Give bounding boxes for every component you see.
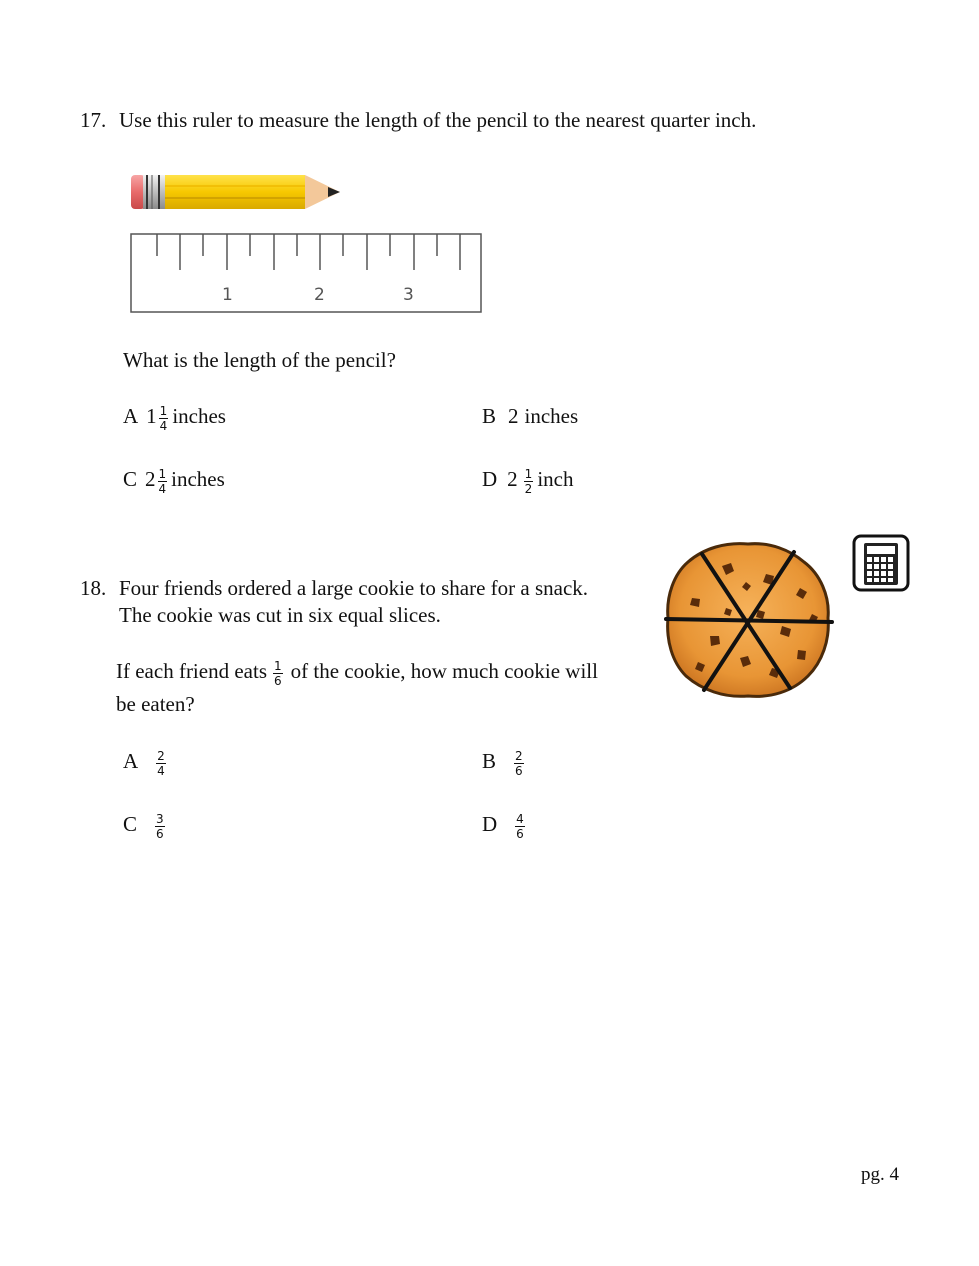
page-number: pg. 4	[861, 1164, 899, 1185]
q17-choice-d[interactable]	[482, 467, 573, 495]
ruler-label-3: 3	[403, 285, 414, 305]
question-18-line1: Four friends ordered a large cookie to share for a snack.	[119, 576, 589, 600]
choice-whole: 2	[507, 467, 518, 491]
q18-choice-c[interactable]	[123, 812, 167, 840]
q18-choice-a[interactable]	[123, 749, 168, 777]
choice-unit: inches	[172, 404, 226, 428]
fraction-denominator: 2	[524, 481, 533, 496]
calculator-icon[interactable]	[852, 534, 910, 592]
fraction-denominator: 4	[158, 481, 167, 496]
fraction-numerator: 1	[274, 658, 282, 673]
choice-letter: B	[482, 404, 497, 428]
fraction-numerator: 1	[159, 403, 168, 418]
q17-choice-b[interactable]	[482, 404, 578, 428]
fraction-numerator: 2	[515, 748, 523, 763]
prompt-after: of the cookie, how much cookie will	[290, 659, 598, 683]
choice-fraction	[156, 750, 166, 777]
choice-letter: B	[482, 749, 497, 773]
choice-unit: inches	[171, 467, 225, 491]
fraction-numerator: 3	[156, 811, 164, 826]
choice-unit: inch	[537, 467, 574, 491]
question-18-line2: The cookie was cut in six equal slices.	[119, 603, 441, 627]
choice-whole: 2	[145, 467, 156, 491]
choice-fraction	[159, 405, 169, 432]
q18-choice-b[interactable]	[482, 749, 526, 777]
fraction-denominator: 6	[516, 826, 524, 841]
q17-choice-c[interactable]	[123, 467, 225, 495]
choice-fraction	[524, 468, 534, 495]
prompt-fraction	[273, 660, 283, 687]
question-17-text: Use this ruler to measure the length of the pencil to the nearest quarter inch.	[119, 108, 757, 132]
fraction-denominator: 6	[515, 763, 523, 778]
question-17-number: 17.	[80, 108, 107, 132]
choice-letter: C	[123, 467, 138, 491]
choice-whole: 1	[146, 404, 157, 428]
choice-fraction	[158, 468, 168, 495]
fraction-numerator: 2	[157, 748, 165, 763]
choice-letter: D	[482, 812, 498, 836]
fraction-numerator: 1	[158, 466, 167, 481]
fraction-denominator: 4	[157, 763, 165, 778]
choice-whole: 2	[508, 404, 519, 428]
ruler-label-1: 1	[222, 285, 233, 305]
fraction-denominator: 6	[274, 673, 282, 688]
fraction-numerator: 1	[524, 466, 533, 481]
fraction-denominator: 4	[159, 418, 168, 433]
choice-fraction	[155, 813, 165, 840]
choice-letter: A	[123, 404, 139, 428]
ruler-label-2: 2	[314, 285, 325, 305]
pencil-icon	[128, 170, 344, 214]
choice-letter: A	[123, 749, 139, 773]
q18-choice-d[interactable]	[482, 812, 527, 840]
ruler-icon	[130, 233, 483, 315]
question-18-prompt-line2: be eaten?	[116, 692, 195, 716]
choice-letter: C	[123, 812, 138, 836]
choice-fraction	[514, 750, 524, 777]
fraction-numerator: 4	[516, 811, 524, 826]
choice-letter: D	[482, 467, 498, 491]
cookie-icon	[662, 538, 836, 702]
fraction-denominator: 6	[156, 826, 164, 841]
choice-fraction	[515, 813, 525, 840]
question-18-prompt	[116, 659, 598, 687]
question-18-number: 18.	[80, 576, 107, 600]
choice-unit: inches	[524, 404, 579, 428]
prompt-before: If each friend eats	[116, 659, 267, 683]
question-17-prompt: What is the length of the pencil?	[123, 348, 396, 372]
q17-choice-a[interactable]	[123, 404, 226, 432]
